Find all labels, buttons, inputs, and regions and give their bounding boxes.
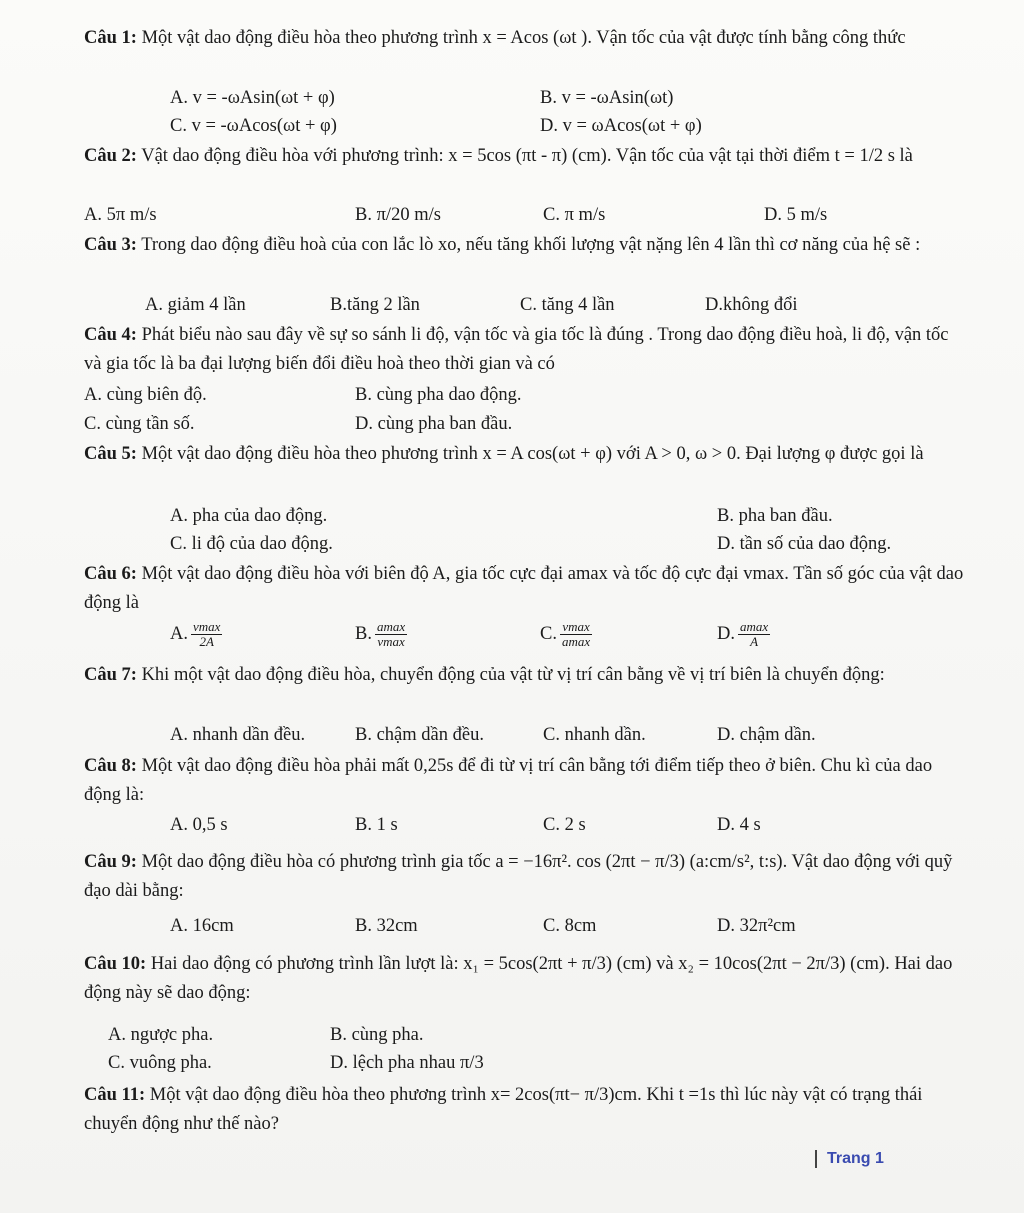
- option-b: [355, 620, 407, 649]
- question-8: [84, 752, 969, 810]
- question-5: [84, 440, 969, 469]
- options-row: [0, 410, 1024, 439]
- question-number: Câu 6:: [84, 564, 137, 584]
- footer-divider: [815, 1150, 817, 1168]
- option-c: C. li độ của dao động.: [170, 534, 333, 554]
- option-c: C. tăng 4 lần: [520, 295, 615, 315]
- question-number: Câu 10:: [84, 954, 147, 974]
- options-row: [0, 291, 1024, 320]
- question-number: Câu 3:: [84, 235, 137, 255]
- page-number: Trang 1: [827, 1150, 884, 1167]
- option-d: D. cùng pha ban đầu.: [355, 414, 513, 434]
- option-d: D. chậm dần.: [717, 725, 816, 745]
- option-b: B. pha ban đầu.: [717, 506, 833, 526]
- question-number: Câu 2:: [84, 146, 137, 166]
- question-text: Vật dao động điều hòa với phương trình: x = 5cos (πt - π) (cm). Vận tốc của vật tại thời điểm t = 1/2 s là: [136, 146, 913, 166]
- option-b: B. cùng pha dao động.: [355, 385, 522, 405]
- numerator: vmax: [560, 620, 592, 635]
- option-d: D. 5 m/s: [764, 205, 828, 225]
- question-10: [84, 950, 969, 1008]
- option-label: A.: [170, 624, 188, 644]
- question-2: [84, 142, 969, 171]
- option-b: B.tăng 2 lần: [330, 295, 420, 315]
- options-row: [0, 1049, 1024, 1078]
- option-a: [170, 620, 222, 649]
- options-row: [0, 620, 1024, 656]
- question-6: [84, 560, 969, 618]
- option-c: C. vuông pha.: [108, 1053, 212, 1073]
- fraction: [191, 620, 222, 649]
- option-c: C. nhanh dần.: [543, 725, 646, 745]
- question-7: [84, 661, 969, 690]
- option-a: A. pha của dao động.: [170, 506, 328, 526]
- question-number: Câu 5:: [84, 444, 137, 464]
- options-row: [0, 502, 1024, 531]
- question-text: Khi một vật dao động điều hòa, chuyển động của vật từ vị trí cân bằng về vị trí biên là chuyển động:: [136, 665, 885, 685]
- question-text: Trong dao động điều hoà của con lắc lò xo, nếu tăng khối lượng vật nặng lên 4 lần thì cơ năng của hệ sẽ :: [136, 235, 921, 255]
- option-a: A. cùng biên độ.: [84, 385, 207, 405]
- option-b: B. chậm dần đều.: [355, 725, 484, 745]
- question-text: Phát biểu nào sau đây về sự so sánh li độ, vận tốc và gia tốc là đúng . Trong dao động điều hoà, li độ, vận tốc và gia tốc là ba đại lượng biến đổi điều hoà theo thời gian và có: [84, 325, 949, 374]
- option-d: D. tần số của dao động.: [717, 534, 892, 554]
- numerator: amax: [376, 619, 406, 635]
- option-c: C. v = -ωAcos(ωt + φ): [170, 116, 337, 136]
- question-3: [84, 231, 969, 260]
- option-a: A. giảm 4 lần: [145, 295, 246, 315]
- question-9: [84, 848, 969, 906]
- numerator: amax: [740, 619, 769, 635]
- question-number: Câu 1:: [84, 28, 137, 48]
- options-row: [0, 811, 1024, 840]
- question-number: Câu 11:: [84, 1085, 146, 1105]
- option-d: D. 32π²cm: [717, 916, 796, 936]
- option-a: A. 16cm: [170, 916, 234, 936]
- option-a: A. v = -ωAsin(ωt + φ): [170, 88, 335, 108]
- option-b: B. 32cm: [355, 916, 418, 936]
- fraction: [560, 620, 592, 649]
- question-text: Một vật dao động điều hòa theo phương trình x = A cos(ωt + φ) với A > 0, ω > 0. Đại lượng φ được gọi là: [136, 444, 924, 464]
- option-c: [540, 620, 592, 649]
- options-row: [0, 721, 1024, 750]
- question-4: [84, 321, 969, 379]
- denominator: 2A: [199, 634, 214, 650]
- page-footer: [815, 1150, 884, 1168]
- option-b: B. v = -ωAsin(ωt): [540, 88, 674, 108]
- fraction: [375, 620, 407, 649]
- question-number: Câu 8:: [84, 756, 137, 776]
- option-a: A. nhanh dần đều.: [170, 725, 306, 745]
- question-11: [84, 1081, 969, 1139]
- option-d: D. lệch pha nhau π/3: [330, 1053, 484, 1073]
- option-label: B.: [355, 624, 372, 644]
- option-c: C. 2 s: [543, 815, 586, 835]
- question-text: Một vật dao động điều hòa phải mất 0,25s để đi từ vị trí cân bằng tới điểm tiếp theo ở biên. Chu kì của dao động là:: [84, 756, 933, 805]
- option-b: B. 1 s: [355, 815, 398, 835]
- options-row: [0, 201, 1024, 230]
- option-d: D. v = ωAcos(ωt + φ): [540, 116, 702, 136]
- option-d: [717, 620, 770, 649]
- option-a: A. 0,5 s: [170, 815, 228, 835]
- question-text: Hai dao động có phương trình lần lượt là: x₁ = 5cos(2πt + π/3) (cm) và x₂ = 10cos(2πt − 2π/3) (cm). Hai dao động này sẽ dao động:: [84, 954, 953, 1003]
- numerator: vmax: [193, 619, 221, 635]
- option-c: C. cùng tần số.: [84, 414, 195, 434]
- option-c: C. π m/s: [543, 205, 606, 225]
- question-text: Một dao động điều hòa có phương trình gia tốc a = −16π². cos (2πt − π/3) (a:cm/s², t:s). Vật dao động với quỹ đạo dài bằng:: [84, 852, 953, 901]
- option-label: D.: [717, 624, 735, 644]
- options-row: [0, 112, 1024, 141]
- denominator: amax: [561, 634, 591, 650]
- option-d: D.không đổi: [705, 295, 798, 315]
- denominator: A: [750, 634, 759, 650]
- options-row: [0, 381, 1024, 410]
- option-c: C. 8cm: [543, 916, 597, 936]
- option-b: B. π/20 m/s: [355, 205, 441, 225]
- option-a: A. ngược pha.: [108, 1025, 214, 1045]
- question-1: [84, 24, 969, 53]
- question-number: Câu 4:: [84, 325, 137, 345]
- question-text: Một vật dao động điều hòa theo phương trình x= 2cos(πt− π/3)cm. Khi t =1s thì lúc này vật có trạng thái chuyển động như thế nào?: [84, 1085, 923, 1134]
- question-number: Câu 7:: [84, 665, 137, 685]
- options-row: [0, 530, 1024, 559]
- question-text: Một vật dao động điều hòa với biên độ A, gia tốc cực đại amax và tốc độ cực đại vmax. Tần số góc của vật dao động là: [84, 564, 964, 613]
- options-row: [0, 1021, 1024, 1050]
- option-a: A. 5π m/s: [84, 205, 157, 225]
- option-b: B. cùng pha.: [330, 1025, 424, 1045]
- option-label: C.: [540, 624, 557, 644]
- denominator: vmax: [377, 634, 405, 650]
- option-d: D. 4 s: [717, 815, 761, 835]
- options-row: [0, 912, 1024, 941]
- question-number: Câu 9:: [84, 852, 137, 872]
- question-text: Một vật dao động điều hòa theo phương trình x = Acos (ωt ). Vận tốc của vật được tính bằng công thức: [136, 28, 906, 48]
- fraction: [738, 620, 770, 649]
- options-row: [0, 84, 1024, 113]
